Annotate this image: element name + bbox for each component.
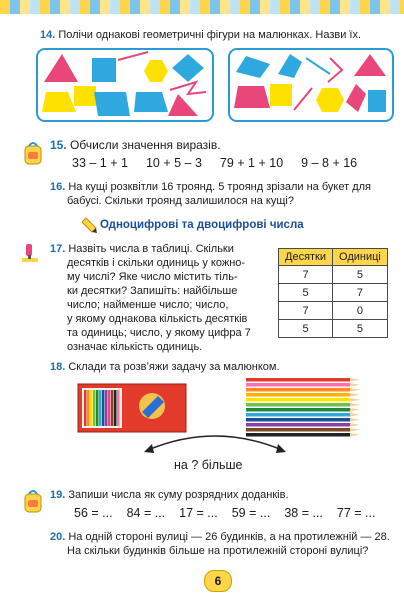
pencil [246, 403, 350, 407]
pencil [246, 398, 350, 402]
decompose-item: 59 = ... [231, 506, 271, 520]
backpack-icon [22, 140, 44, 166]
expression: 33 – 1 + 1 [72, 156, 128, 170]
task-number: 16. [50, 181, 66, 193]
shapes-picture-left [36, 48, 214, 122]
pencil [96, 390, 99, 426]
table-row [279, 284, 388, 302]
table-row [279, 320, 388, 338]
task-line: у якому однакова кількість десятків [67, 313, 248, 325]
task-text: Запиши числа як суму розрядних доданків. [68, 489, 289, 501]
page-number: 6 [204, 570, 232, 592]
comparison-caption: на ? більше [174, 458, 243, 472]
table-header-units: Одиниці [333, 249, 388, 266]
decompose-item: 38 = ... [284, 506, 323, 520]
task-line: число; найменше число; число, [67, 299, 229, 311]
pencil [117, 390, 120, 426]
task-15 [50, 138, 221, 152]
pencil-tip [350, 378, 360, 382]
comparison-arrow-icon [140, 430, 290, 460]
task-line: десятків і скільки одиниць у кожно- [67, 257, 246, 269]
pencil-tip [350, 433, 360, 437]
task-line: ки десятки? Запишіть: найбільше [67, 285, 238, 297]
table-cell: 5 [333, 320, 388, 338]
colored-pencils-illustration [244, 376, 364, 438]
pencil [246, 383, 350, 387]
table-cell: 0 [333, 302, 388, 320]
pencil [102, 390, 105, 426]
task-number: 15. [50, 138, 67, 152]
numbers-row [74, 506, 375, 520]
pencil-tip [350, 418, 360, 422]
backpack-icon [22, 488, 44, 514]
task-text: Обчисли значення виразів. [70, 138, 221, 152]
expressions-row [72, 156, 357, 170]
pencil-tip [350, 403, 360, 407]
task-number: 18. [50, 361, 66, 373]
geometric-shapes-illustration [38, 50, 212, 120]
pencil [87, 390, 90, 426]
table-row [279, 266, 388, 284]
pencil [114, 390, 117, 426]
table-cell: 7 [279, 266, 333, 284]
task-text: Полічи однакові геометричні фігури на малюнках. Назви їх. [58, 29, 362, 41]
expression: 9 – 8 + 16 [301, 156, 358, 170]
expression: 79 + 1 + 10 [219, 156, 284, 170]
pencil-tip [350, 408, 360, 412]
table-cell: 5 [279, 320, 333, 338]
task-16 [50, 180, 371, 208]
table-header-tens: Десятки [279, 249, 333, 266]
pencil-bullet-icon [82, 216, 98, 234]
pencil [246, 393, 350, 397]
decompose-item: 77 = ... [336, 506, 376, 520]
pencil [84, 390, 87, 426]
task-text-line2: бабусі. Скільки троянд залишилося на кущі? [67, 195, 294, 207]
task-number: 17. [50, 243, 66, 255]
pencil [246, 423, 350, 427]
shapes-picture-right [228, 48, 394, 122]
pencil [99, 390, 102, 426]
task-number: 20. [50, 531, 66, 543]
pencil-tip [350, 423, 360, 427]
table-cell: 7 [279, 302, 333, 320]
task-text: Склади та розв’яжи задачу за малюнком. [68, 361, 280, 373]
microscope-icon [18, 242, 42, 266]
decompose-item: 56 = ... [74, 506, 113, 520]
pencil-tip [350, 413, 360, 417]
task-20 [50, 530, 390, 558]
pencil [246, 408, 350, 412]
pencil [246, 388, 350, 392]
pencil [246, 413, 350, 417]
pencil-tip [350, 388, 360, 392]
table-cell: 7 [333, 284, 388, 302]
task-17 [50, 242, 251, 354]
pencil-box-illustration [76, 382, 188, 434]
decompose-item: 84 = ... [126, 506, 166, 520]
task-number: 19. [50, 489, 66, 501]
task-text-line1: На одній стороні вулиці — 26 будинків, а на протилежній — 28. [68, 531, 390, 543]
task-18 [50, 360, 280, 374]
pencil [246, 418, 350, 422]
section-title: Одноцифрові та двоцифрові числа [100, 219, 304, 231]
expression: 10 + 5 – 3 [145, 156, 202, 170]
pencil-tip [350, 428, 360, 432]
pencil [108, 390, 111, 426]
task-line: му числі? Яке число містить тіль- [67, 271, 238, 283]
pencil [246, 378, 350, 382]
table-cell: 5 [279, 284, 333, 302]
task-19 [50, 488, 289, 502]
pencil [93, 390, 96, 426]
pencil [90, 390, 93, 426]
task-line: Назвіть числа в таблиці. Скільки [68, 243, 234, 255]
task-line: означає кількість одиниць. [67, 341, 203, 353]
top-border [0, 0, 404, 14]
pencil [111, 390, 114, 426]
task-14 [40, 28, 361, 42]
pencil [105, 390, 108, 426]
geometric-shapes-illustration-2 [230, 50, 392, 120]
table-cell: 5 [333, 266, 388, 284]
pencil-tip [350, 383, 360, 387]
task-text-line2: На скільки будинків більше на протилежній стороні вулиці? [67, 545, 369, 557]
task-line: та одиниць; число, у якому цифра 7 [67, 327, 251, 339]
pencil-tip [350, 393, 360, 397]
task-text-line1: На кущі розквітли 16 троянд. 5 троянд зрізали на букет для [68, 181, 371, 193]
pencil-tip [350, 398, 360, 402]
task-number: 14. [40, 29, 56, 41]
decompose-item: 17 = ... [179, 506, 218, 520]
table-row [279, 302, 388, 320]
tens-units-table [278, 248, 388, 338]
